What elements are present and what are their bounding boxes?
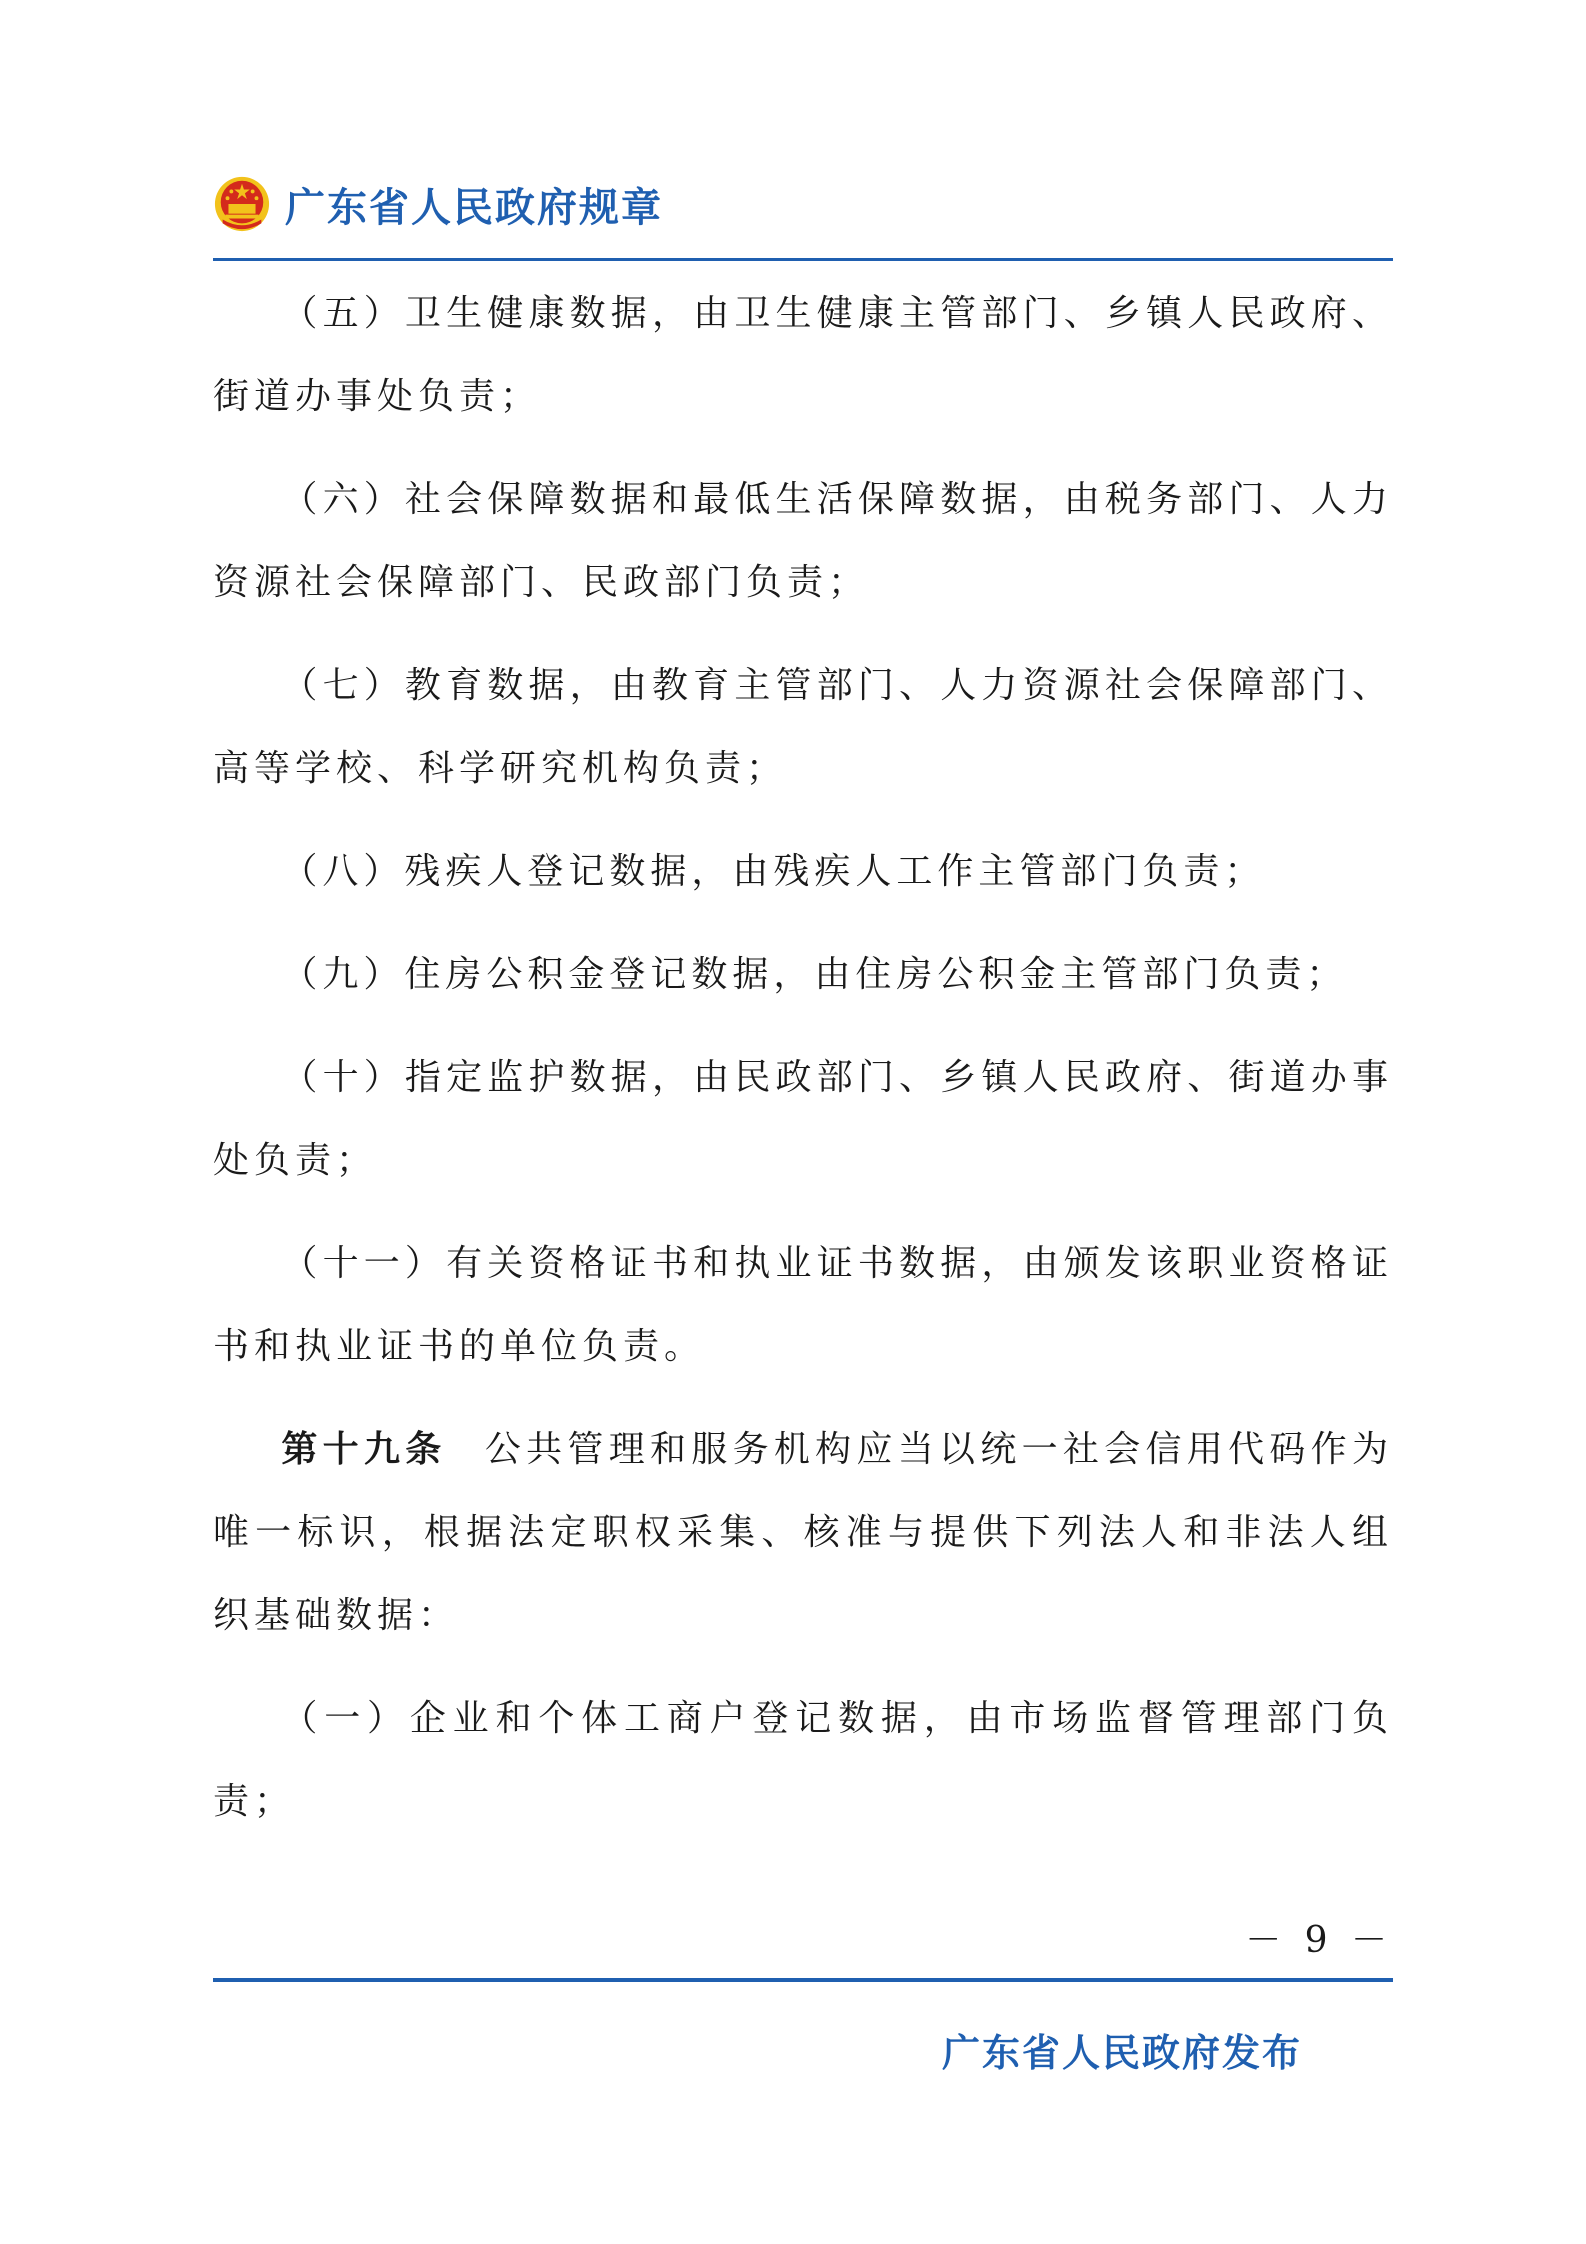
- header-divider: [213, 258, 1393, 261]
- list-item: （七）教育数据，由教育主管部门、人力资源社会保障部门、高等学校、科学研究机构负责；: [213, 665, 1393, 789]
- article-label: 第十九条: [281, 1429, 447, 1470]
- article-text: 公共管理和服务机构应当以统一社会信用代码作为唯一标识，根据法定职权采集、核准与提供下列法人和非法人组织基础数据：: [213, 1429, 1393, 1636]
- footer-publisher: 广东省人民政府发布: [941, 2031, 1302, 2075]
- list-item: （五）卫生健康数据，由卫生健康主管部门、乡镇人民政府、街道办事处负责；: [213, 293, 1393, 417]
- article-paragraph: [213, 1408, 1393, 1657]
- footer-divider: [213, 1978, 1393, 1982]
- list-item: （八）残疾人登记数据，由残疾人工作主管部门负责；: [281, 851, 1266, 892]
- list-item: （十一）有关资格证书和执业证书数据，由颁发该职业资格证书和执业证书的单位负责。: [213, 1243, 1393, 1367]
- page-number: － 9 －: [1245, 1920, 1393, 1961]
- header-title: 广东省人民政府规章: [285, 184, 663, 231]
- national-emblem-icon: [213, 175, 271, 233]
- list-item: （一）企业和个体工商户登记数据，由市场监督管理部门负责；: [213, 1698, 1393, 1822]
- list-item: （九）住房公积金登记数据，由住房公积金主管部门负责；: [281, 954, 1348, 995]
- list-item: （六）社会保障数据和最低生活保障数据，由税务部门、人力资源社会保障部门、民政部门负责；: [213, 479, 1393, 603]
- page-header: [213, 168, 663, 240]
- document-body: [213, 272, 1393, 1863]
- list-item: （十）指定监护数据，由民政部门、乡镇人民政府、街道办事处负责；: [213, 1057, 1393, 1181]
